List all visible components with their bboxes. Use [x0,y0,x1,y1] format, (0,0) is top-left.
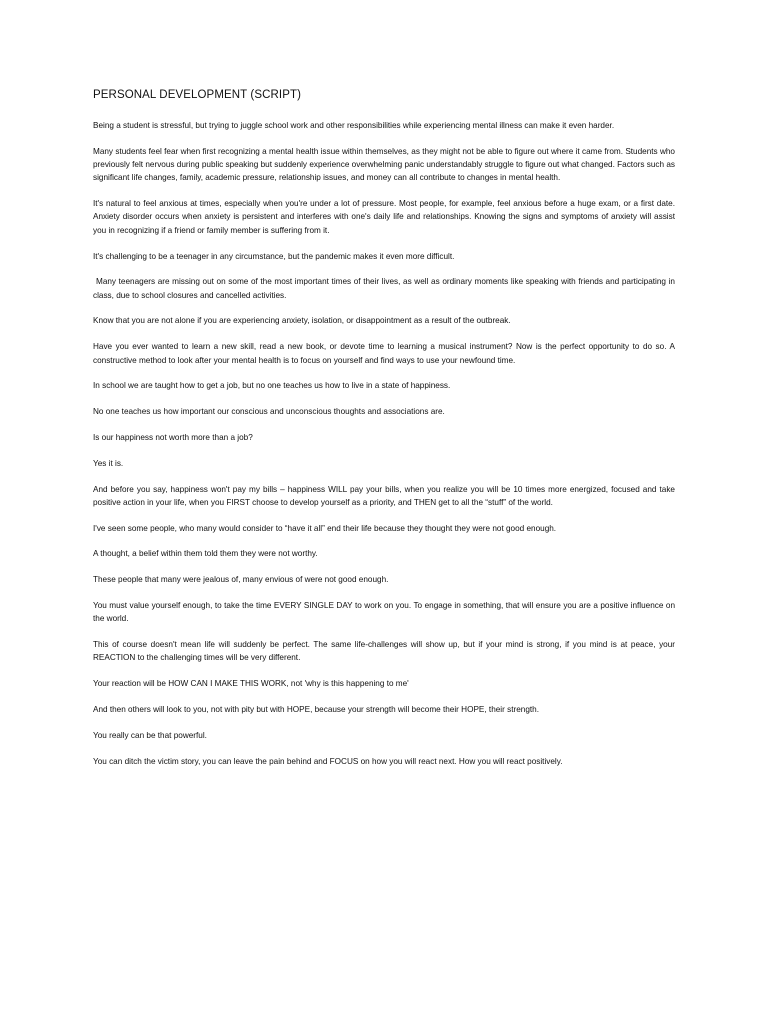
paragraph: Your reaction will be HOW CAN I MAKE THIS WORK, not 'why is this happening to me' [93,679,409,689]
paragraph: And then others will look to you, not with pity but with HOPE, because your strength will become their HOPE, their strength. [93,705,539,715]
paragraph: Know that you are not alone if you are experiencing anxiety, isolation, or disappointment as a result of the outbreak. [93,316,511,326]
paragraph: A thought, a belief within them told them they were not worthy. [93,549,318,559]
paragraph: And before you say, happiness won't pay my bills – happiness WILL pay your bills, when you realize you will be 10 times more energized, focused and take positive action in your life, when you FIRST choose to develop yourself as a priority, and THEN get to all the “stuff” of the world. [93,484,675,507]
paragraph: Many students feel fear when first recognizing a mental health issue within themselves, as they might not be able to figure out where it came from. Students who previously felt nervous during public speaking but suddenly experience overwhelming panic understandably struggle to figure out what changed. Factors such as significant life changes, family, academic pressure, relationship issues, and money can all contribute to changes in mental health. [93,146,675,183]
paragraph: You can ditch the victim story, you can leave the pain behind and FOCUS on how you will react next. How you will react positively. [93,756,563,766]
paragraph: It's challenging to be a teenager in any circumstance, but the pandemic makes it even more difficult. [93,251,455,261]
paragraph: These people that many were jealous of, many envious of were not good enough. [93,575,389,585]
paragraph: Have you ever wanted to learn a new skill, read a new book, or devote time to learning a musical instrument? Now is the perfect opportunity to do so. A constructive method to look after your mental health is to focus on yourself and find ways to use your newfound time. [93,342,675,365]
paragraph: Many teenagers are missing out on some of the most important times of their lives, as well as ordinary moments like speaking with friends and participating in class, due to school closures and cancelled activities. [93,277,675,300]
paragraph: You must value yourself enough, to take the time EVERY SINGLE DAY to work on you. To engage in something, that will ensure you are a positive influence on the world. [93,601,675,624]
paragraph: Yes it is. [93,458,124,468]
paragraph: No one teaches us how important our conscious and unconscious thoughts and associations are. [93,407,445,417]
paragraph: In school we are taught how to get a job, but no one teaches us how to live in a state of happiness. [93,381,451,391]
document-title: PERSONAL DEVELOPMENT (SCRIPT) [93,89,302,101]
paragraph: I've seen some people, who many would consider to “have it all” end their life because they thought they were not good enough. [93,523,557,533]
paragraph: This of course doesn't mean life will suddenly be perfect. The same life-challenges will show up, but if your mind is strong, if you mind is at peace, your REACTION to the challenging times will be very different. [93,640,675,663]
paragraph: Being a student is stressful, but trying to juggle school work and other responsibilities while experiencing mental illness can make it even harder. [93,121,615,130]
document-page [93,88,675,780]
paragraph: It's natural to feel anxious at times, especially when you're under a lot of pressure. Most people, for example, feel anxious before a huge exam, or a first date. Anxiety disorder occurs when anxiety is persistent and interferes with one's daily life and relationships. Knowing the signs and symptoms of anxiety will assist you in recognizing if a friend or family member is suffering from it. [93,199,675,235]
paragraph: Is our happiness not worth more than a job? [93,432,253,442]
paragraph: You really can be that powerful. [93,730,207,740]
